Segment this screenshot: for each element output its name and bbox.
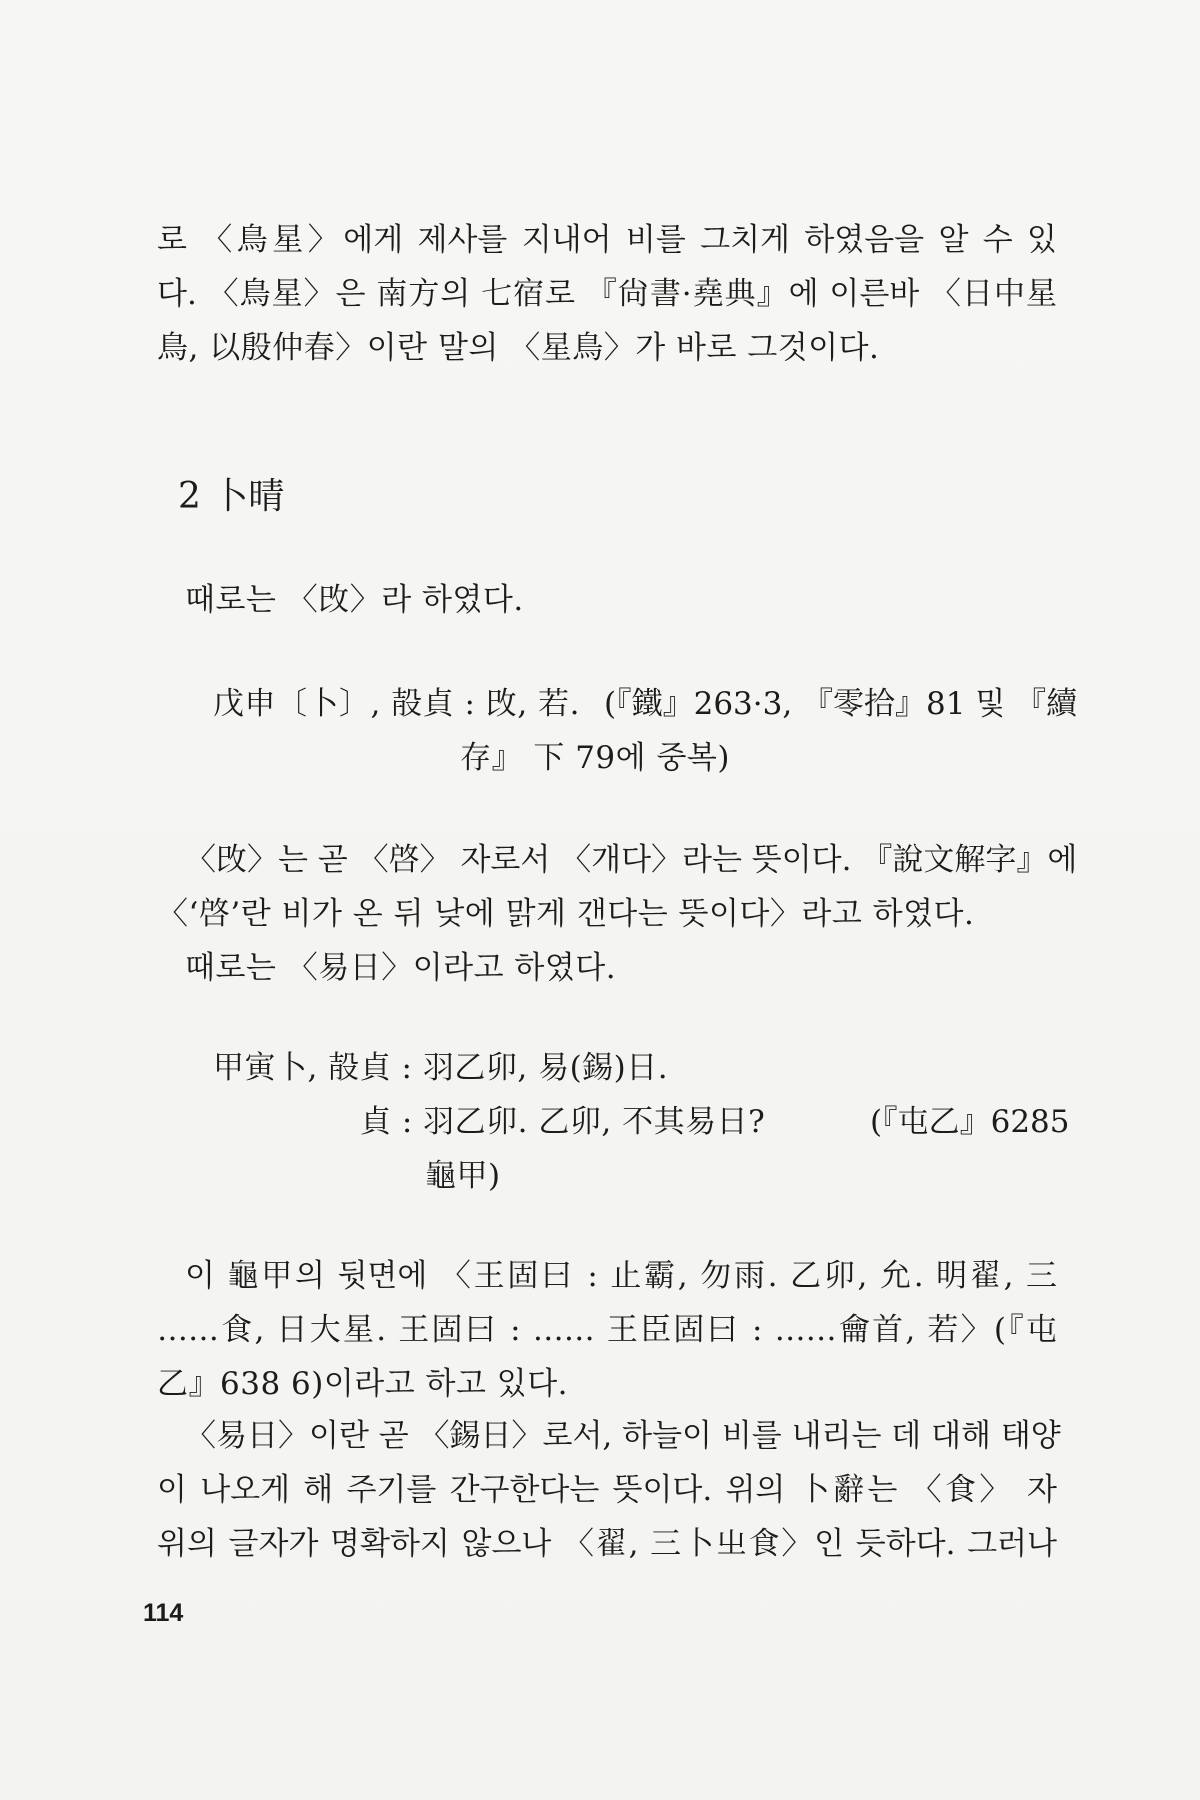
inscription-text: 戊申〔卜〕, 㱿貞 : 攺, 若. — [213, 686, 580, 722]
paragraph-line: 〈攺〉는 곧 〈啓〉 자로서 〈개다〉라는 뜻이다. 『說文解字』에 — [185, 842, 1078, 878]
section-heading: 2 卜晴 — [178, 476, 285, 517]
page-number: 114 — [143, 1599, 184, 1627]
paragraph-line: 로 〈鳥星〉에게 제사를 지내어 비를 그치게 하였음을 알 수 있 — [157, 222, 1057, 258]
inscription-text: 甲寅卜, 㱿貞 : 羽乙卯, 易(錫)日. — [213, 1050, 669, 1086]
paragraph-line: 때로는 〈易日〉이라고 하였다. — [185, 950, 617, 986]
intro-line: 때로는 〈攺〉라 하였다. — [185, 582, 524, 618]
paragraph-line: ……食, 日大星. 王固曰 : …… 王臣固曰 : ……龠首, 若〉(『屯 — [157, 1312, 1057, 1348]
paragraph-line: 이 龜甲의 뒷면에 〈王固曰 : 止霸, 勿雨. 乙卯, 允. 明翟, 三 — [185, 1258, 1057, 1294]
paragraph-line: 다. 〈鳥星〉은 南方의 七宿로 『尙書·堯典』에 이른바 〈日中星 — [157, 276, 1057, 312]
inscription-citation: (『鐵』263·3, 『零拾』81 및 『續 — [604, 686, 1078, 722]
paragraph-line: 乙』638 6)이라고 하고 있다. — [157, 1366, 569, 1402]
inscription-citation: (『屯乙』6285 — [870, 1104, 1070, 1140]
paragraph-line: 〈‘啓’란 비가 온 뒤 낮에 맑게 갠다는 뜻이다〉라고 하였다. — [157, 896, 975, 932]
paragraph-line: 위의 글자가 명확하지 않으나 〈翟, 三卜㞢食〉인 듯하다. 그러나 — [157, 1526, 1057, 1562]
paragraph-line: 鳥, 以殷仲春〉이란 말의 〈星鳥〉가 바로 그것이다. — [157, 330, 880, 366]
inscription-citation-continuation: 龜甲) — [425, 1158, 501, 1194]
paragraph-line: 이 나오게 해 주기를 간구한다는 뜻이다. 위의 卜辭는 〈食〉 자 — [157, 1472, 1057, 1508]
inscription-text: 貞 : 羽乙卯. 乙卯, 不其易日? — [360, 1104, 766, 1140]
inscription-citation-continuation: 存』 下 79에 중복) — [460, 740, 730, 776]
paragraph-line: 〈易日〉이란 곧 〈錫日〉로서, 하늘이 비를 내리는 데 대해 태양 — [185, 1418, 1061, 1454]
